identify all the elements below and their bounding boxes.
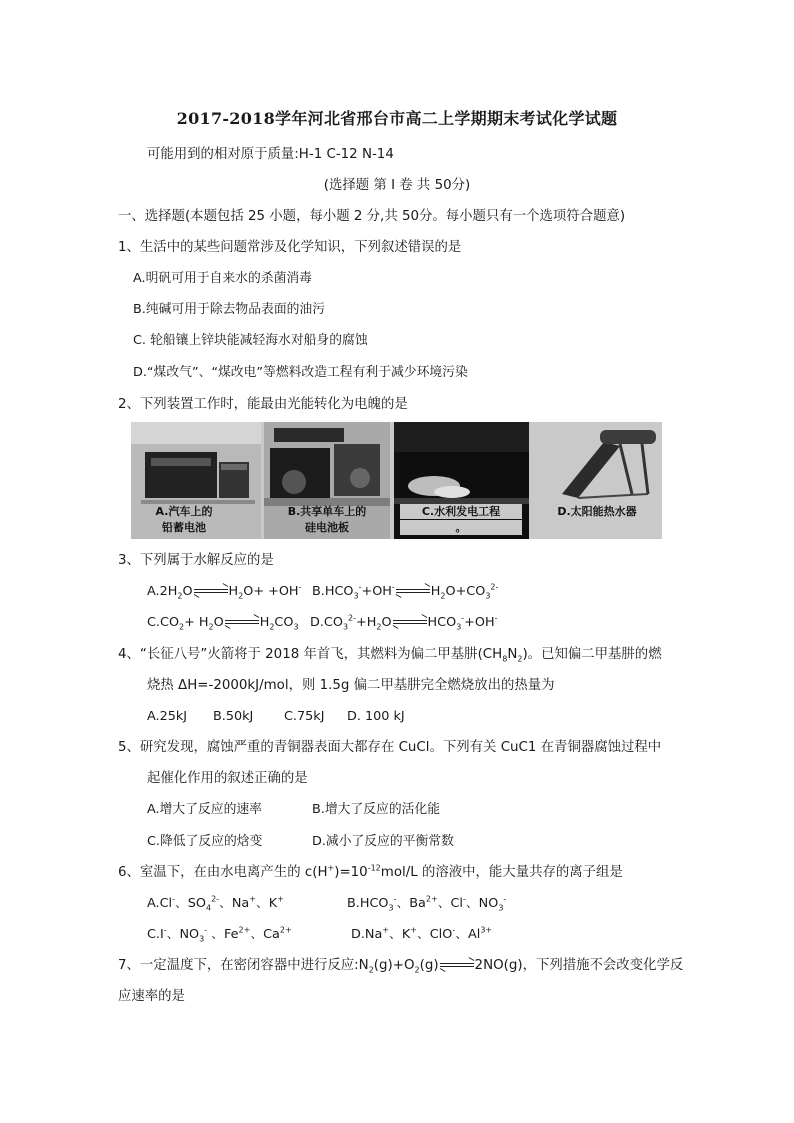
question-6-option-c: C.I-、$NO_3^-$ 、$Fe^{2+}$、$Ca^{2+}$ <box>147 925 292 944</box>
lead-acid-battery-image <box>131 422 261 539</box>
caption-c-line2: 。 <box>400 520 522 535</box>
question-3-option-a: $A.2H_2O$ $H_2O+ +OH^-$ <box>147 582 302 601</box>
question-6-stem: 6、室温下，在由水电离产生的 $c(H^+)=10^{-12}mol/L$ 的溶液中，能大量共存的离子组是 <box>118 863 623 880</box>
question-1-option-c: C. 轮船镶上锌块能减轻海水对船身的腐蚀 <box>133 333 368 348</box>
question-5-stem-line2: 起催化作用的叙述正确的是 <box>147 771 308 786</box>
section-header: (选择题 第 I 卷 共 50分) <box>323 178 471 193</box>
reversible-arrow-icon <box>194 588 228 595</box>
caption-c-line1: C.水利发电工程 <box>400 504 522 519</box>
caption-b-line1: B.共享单车上的 <box>287 505 367 518</box>
hydropower-image <box>394 422 529 539</box>
question-4-option-b: B.50kJ <box>213 709 254 724</box>
question-5-stem-line1: 5、研究发现，腐蚀严重的青铜器表面大都存在 CuCl。下列有关 CuC1 在青铜器腐蚀过程中 <box>118 740 662 755</box>
reversible-arrow-icon <box>396 588 430 595</box>
reversible-arrow-icon <box>225 619 259 626</box>
question-5-option-a: A.增大了反应的速率 <box>147 802 262 817</box>
part-one-heading: 一、选择题(本题包括 25 小题，每小题 2 分,共 50分。每小题只有一个选项符合题意) <box>118 209 626 224</box>
silicon-panel-image <box>264 422 390 539</box>
caption-b-line2: 硅电池板 <box>305 521 349 534</box>
question-7-stem-line2: 应速率的是 <box>118 989 185 1004</box>
question-1-option-d: D.“煤改气”、“煤改电”等燃料改造工程有利于减少环境污染 <box>133 365 468 380</box>
question-3-option-c: $C.CO_2+ H_2O$ $H_2CO_3$ <box>147 615 299 632</box>
caption-a-line2: 铅蓄电池 <box>162 521 206 534</box>
question-3-stem: 3、下列属于水解反应的是 <box>118 553 274 568</box>
question-4-stem-line2: 烧热 ΔH=-2000kJ/mol，则 1.5g 偏二甲基肼完全燃烧放出的热量为 <box>147 678 555 693</box>
question-4-stem-line1: 4、“长征八号”火箭将于 2018 年首飞，其燃料为偏二甲基肼$(CH_8N_2)$。已知偏二甲基肼的燃 <box>118 647 662 664</box>
question-6-option-a: A.Cl-、$SO_4^{2-}$、Na+、K+ <box>147 894 284 913</box>
solar-water-heater-image <box>532 422 662 539</box>
reversible-arrow-icon <box>393 619 427 626</box>
question-2-image-strip <box>131 422 662 539</box>
question-6-option-b: $B.HCO_3^-$、$Ba^{2+}$、Cl-、$NO_3^-$ <box>347 894 507 913</box>
question-4-option-c: C.75kJ <box>284 709 325 724</box>
question-1-stem: 1、生活中的某些问题常涉及化学知识，下列叙述错误的是 <box>118 240 462 255</box>
question-7-stem-line1: 7、一定温度下，在密闭容器中进行反应$:N_2(g)+O_2(g)$ 2NO(g)，下列措施不会改变化学反 <box>118 958 684 975</box>
question-5-option-b: B.增大了反应的活化能 <box>312 802 441 817</box>
caption-a-line1: A.汽车上的 <box>155 505 213 518</box>
question-4-option-a: A.25kJ <box>147 709 188 724</box>
reversible-arrow-icon <box>440 962 474 969</box>
caption-d-line1: D.太阳能热水器 <box>557 505 637 518</box>
question-3-option-d: $D.CO_3^{2-}+H_2O$ $HCO_3^-+OH^-$ <box>310 613 498 632</box>
atomic-masses: 可能用到的相对原于质量:H-1 C-12 N-14 <box>147 147 394 162</box>
question-5-option-c: C.降低了反应的焓变 <box>147 834 263 849</box>
question-1-option-b: B.纯碱可用于除去物品表面的油污 <box>133 302 326 317</box>
question-4-option-d: D. 100 kJ <box>347 709 405 724</box>
question-2-stem: 2、下列装置工作时，能最由光能转化为电魄的是 <box>118 397 408 412</box>
page-title: 2017-2018学年河北省邢台市高二上学期期末考试化学试题 <box>176 109 618 128</box>
question-3-option-b: $B.HCO_3^-+OH^-$ $H_2O+CO_3^{2-}$ <box>312 582 499 601</box>
question-1-option-a: A.明矾可用于自来水的杀菌消毒 <box>133 271 312 286</box>
question-5-option-d: D.减小了反应的平衡常数 <box>312 834 454 849</box>
question-6-option-d: D.Na+、K+、ClO-、$Al^{3+}$ <box>351 925 493 942</box>
